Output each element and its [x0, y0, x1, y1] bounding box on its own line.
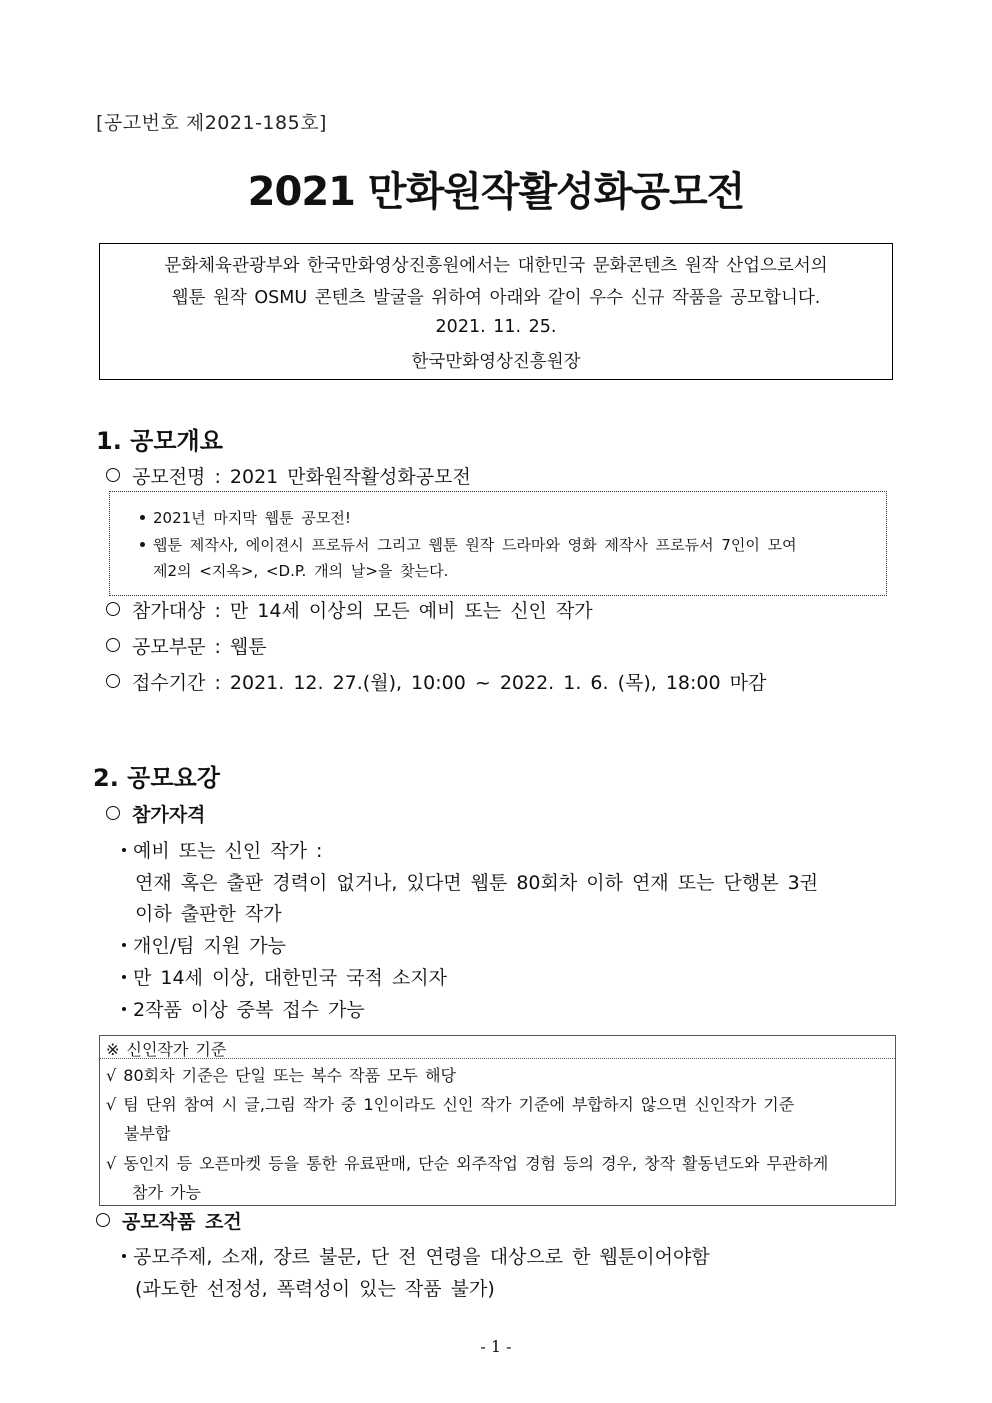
criteria-item: √ 동인지 등 오픈마켓 등을 통한 유료판매, 단순 외주작업 경험 등의 경우, 창작 활동년도와 무관하게 [106, 1154, 829, 1173]
dot-bullet-icon [140, 515, 145, 520]
dot-bullet-icon [122, 975, 126, 979]
highlight-item: 2021년 마지막 웹툰 공모전! [140, 507, 351, 528]
criteria-header [100, 1036, 895, 1059]
section1-heading: 1. 공모개요 [96, 427, 223, 455]
dot-bullet-icon [122, 1254, 126, 1258]
intro-box [99, 243, 893, 380]
page-title: 2021 만화원작활성화공모전 [247, 169, 745, 215]
criteria-item-cont: 불부합 [124, 1124, 171, 1143]
highlight-item-cont: 제2의 <지옥>, <D.P. 개의 날>을 찾는다. [153, 562, 449, 580]
qual-item-cont: 이하 출판한 작가 [135, 903, 282, 925]
circle-bullet-icon [106, 638, 120, 652]
dot-bullet-icon [122, 848, 126, 852]
eligibility: 참가대상 : 만 14세 이상의 모든 예비 또는 신인 작가 [106, 596, 593, 623]
intro-issuer: 한국만화영상진흥원장 [411, 352, 581, 372]
category: 공모부문 : 웹툰 [106, 632, 267, 659]
circle-bullet-icon [106, 674, 120, 688]
circle-bullet-icon [106, 602, 120, 616]
section2-heading: 2. 공모요강 [93, 764, 220, 792]
submission-period: 접수기간 : 2021. 12. 27.(월), 10:00 ~ 2022. 1. 6. (목), 18:00 마감 [106, 668, 766, 695]
circle-bullet-icon [106, 806, 120, 820]
qual-item-cont: 연재 혹은 출판 경력이 없거나, 있다면 웹툰 80회차 이하 연재 또는 단행본 3권 [135, 872, 819, 894]
criteria-title: ※ 신인작가 기준 [106, 1040, 227, 1059]
qual-item: 만 14세 이상, 대한민국 국적 소지자 [122, 963, 447, 990]
dot-bullet-icon [122, 1007, 126, 1011]
dot-bullet-icon [140, 542, 145, 547]
intro-line-1: 문화체육관광부와 한국만화영상진흥원에서는 대한민국 문화콘텐츠 원작 산업으로서의 [164, 256, 828, 276]
intro-date: 2021. 11. 25. [435, 317, 557, 337]
dot-bullet-icon [122, 943, 126, 947]
contest-name: 공모전명 : 2021 만화원작활성화공모전 [106, 462, 471, 489]
condition-item: 공모주제, 소재, 장르 불문, 단 전 연령을 대상으로 한 웹툰이어야함 [122, 1242, 710, 1269]
notice-number: [공고번호 제2021-185호] [96, 112, 327, 134]
page-number: - 1 - [480, 1337, 512, 1356]
circle-bullet-icon [106, 468, 120, 482]
qualification-heading: 참가자격 [106, 800, 205, 827]
highlight-box [109, 491, 887, 596]
new-author-criteria-box [99, 1035, 896, 1206]
work-conditions-heading: 공모작품 조건 [96, 1207, 242, 1234]
condition-item-cont: (과도한 선정성, 폭력성이 있는 작품 불가) [135, 1278, 495, 1300]
criteria-item: √ 80회차 기준은 단일 또는 복수 작품 모두 해당 [106, 1066, 456, 1085]
criteria-item-cont: 참가 가능 [132, 1183, 201, 1202]
circle-bullet-icon [96, 1213, 110, 1227]
qual-item: 2작품 이상 중복 접수 가능 [122, 995, 365, 1022]
criteria-item: √ 팀 단위 참여 시 글,그림 작가 중 1인이라도 신인 작가 기준에 부합하지 않으면 신인작가 기준 [106, 1095, 795, 1114]
highlight-item: 웹툰 제작사, 에이젼시 프로듀서 그리고 웹툰 원작 드라마와 영화 제작사 프로듀서 7인이 모여 [140, 534, 797, 555]
intro-line-2: 웹툰 원작 OSMU 콘텐츠 발굴을 위하여 아래와 같이 우수 신규 작품을 공모합니다. [171, 288, 821, 308]
qual-item: 예비 또는 신인 작가 : [122, 836, 322, 863]
qual-item: 개인/팀 지원 가능 [122, 931, 286, 958]
